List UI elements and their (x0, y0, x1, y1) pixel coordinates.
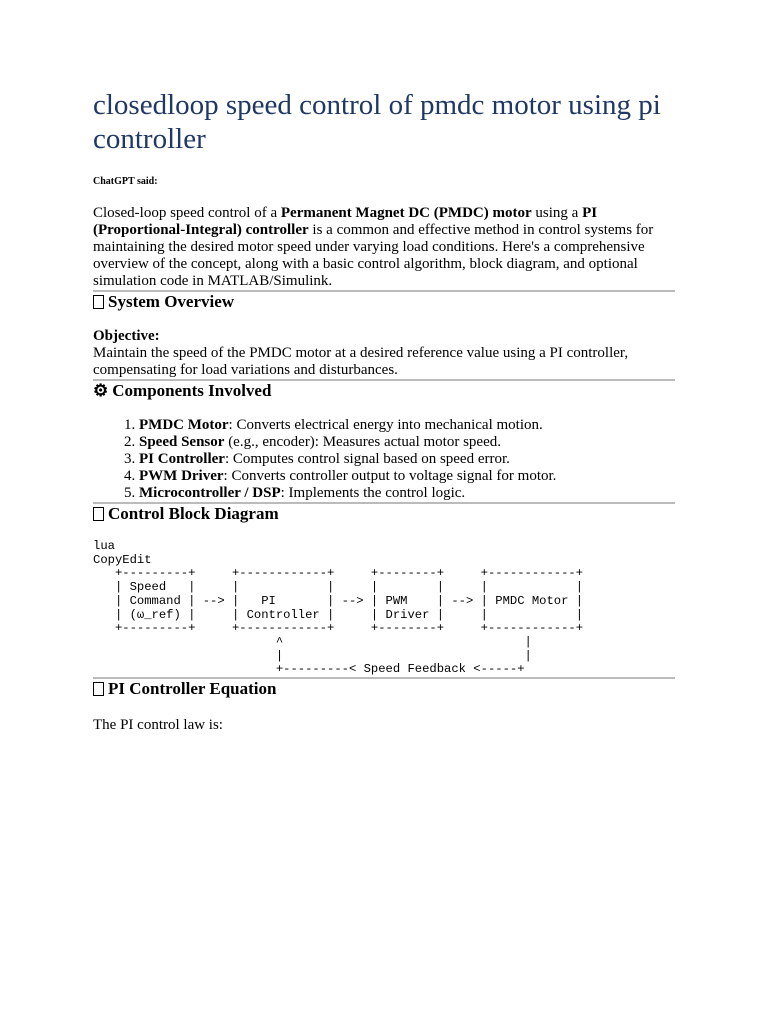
gear-icon: ⚙ (93, 381, 109, 400)
component-desc: : Converts controller output to voltage signal for motor. (223, 468, 557, 484)
document-body (93, 88, 675, 734)
objective-label: Objective: (93, 328, 160, 344)
component-name: PI Controller (139, 451, 225, 467)
missing-glyph-icon (93, 507, 104, 521)
heading-system-overview (93, 292, 675, 312)
heading-text: Control Block Diagram (108, 504, 279, 523)
heading-control-block-diagram (93, 504, 675, 524)
byline: ChatGPT said: (93, 176, 158, 187)
intro-paragraph (93, 205, 675, 290)
intro-text-2: using a (531, 205, 583, 221)
intro-bold-1: Permanent Magnet DC (PMDC) motor (280, 205, 532, 221)
component-name: Speed Sensor (139, 434, 225, 450)
component-name: Microcontroller / DSP (139, 485, 281, 501)
heading-text: System Overview (108, 292, 235, 311)
list-item (139, 434, 675, 451)
pi-law-paragraph: The PI control law is: (93, 717, 223, 734)
missing-glyph-icon (93, 682, 104, 696)
objective-text: Maintain the speed of the PMDC motor at a desired reference value using a PI controller, compensating for load variations and disturbances. (93, 345, 629, 378)
missing-glyph-icon (93, 295, 104, 309)
heading-text: PI Controller Equation (108, 679, 277, 699)
component-desc: (e.g., encoder): Measures actual motor speed. (224, 434, 501, 450)
intro-bold-2: PI (Proportional-Integral) controller (93, 205, 598, 238)
component-desc: : Implements the control logic. (280, 485, 466, 501)
copy-edit-button[interactable]: CopyEdit (93, 552, 152, 567)
intro-text-1: Closed-loop speed control of a (93, 205, 281, 221)
code-block (93, 540, 675, 677)
code-language-label: lua (93, 539, 115, 553)
page-title: closedloop speed control of pmdc motor using pi controller (93, 89, 661, 155)
heading-pi-controller-equation (93, 679, 675, 699)
component-desc: : Computes control signal based on speed error. (224, 451, 510, 467)
objective-paragraph (93, 328, 675, 379)
block-diagram-text: +---------+ +------------+ +--------+ +------------+ | Speed | | | | | | | | Command | --> | PI | --> | PWM | --> | PMDC Motor | | (ω_ref) | | Controller | | Driver | | | +---------+ +------------+ +--------+ +------------+ ^ | | | +---------< Speed Feedback <-----+ (114, 566, 584, 677)
list-item (139, 468, 675, 485)
components-list (93, 417, 675, 502)
component-name: PMDC Motor (139, 417, 229, 433)
intro-text-3: is a common and effective method in control systems for maintaining the desired motor speed under varying load conditions. Here's a comprehensive overview of the concept, along with a basic control algorithm, block diagram, and optional simulation code in MATLAB/Simulink. (93, 222, 654, 289)
component-name: PWM Driver (139, 468, 224, 484)
heading-text: Components Involved (112, 381, 272, 400)
list-item (139, 485, 675, 502)
heading-components (93, 381, 675, 401)
list-item (139, 451, 675, 468)
component-desc: : Converts electrical energy into mechanical motion. (228, 417, 543, 433)
list-item (139, 417, 675, 434)
